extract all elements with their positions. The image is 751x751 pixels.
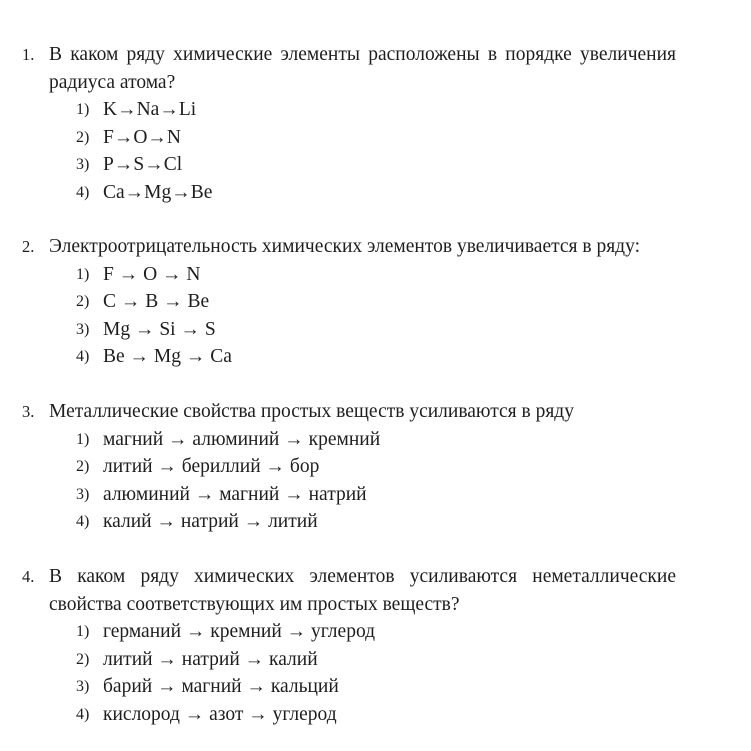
- question-4: [22, 563, 676, 728]
- question-4-prompt: [22, 563, 676, 618]
- question-3-prompt: [22, 398, 676, 426]
- answer-text: F→O→N: [103, 126, 182, 148]
- question-3: [22, 398, 676, 536]
- answer-number: 4): [76, 705, 90, 723]
- answer-option[interactable]: [22, 288, 676, 316]
- answer-number: 2): [76, 293, 90, 310]
- question-number: 3.: [22, 402, 35, 421]
- answer-number: 1): [76, 265, 90, 283]
- answer-number: 1): [76, 623, 90, 640]
- answer-option[interactable]: [22, 124, 676, 152]
- answer-list: [22, 261, 676, 371]
- answer-option[interactable]: [22, 673, 676, 701]
- answer-option[interactable]: [22, 151, 676, 179]
- answer-option[interactable]: [22, 618, 676, 646]
- question-text: Электроотрицательность химических элементов увеличивается в ряду:: [49, 236, 641, 257]
- answer-number: 3): [76, 485, 90, 503]
- answer-option[interactable]: [22, 96, 676, 124]
- answer-text: C → B → Be: [103, 291, 210, 312]
- answer-text: Mg → Si → S: [103, 318, 216, 340]
- answer-list: [22, 96, 676, 206]
- answer-text: магний → алюминий → кремний: [103, 428, 381, 450]
- answer-number: 4): [76, 348, 90, 365]
- answer-text: литий → натрий → калий: [103, 648, 318, 670]
- answer-number: 2): [76, 128, 90, 146]
- answer-text: германий → кремний → углерод: [103, 621, 376, 642]
- answer-text: F → O → N: [103, 263, 201, 285]
- answer-option[interactable]: [22, 481, 676, 509]
- answer-number: 3): [76, 320, 90, 338]
- answer-number: 1): [76, 430, 90, 448]
- answer-option[interactable]: [22, 701, 676, 729]
- answer-number: 3): [76, 156, 90, 173]
- answer-option[interactable]: [22, 179, 676, 207]
- answer-text: K→Na→Li: [103, 99, 197, 120]
- answer-number: 4): [76, 513, 90, 530]
- answer-option[interactable]: [22, 453, 676, 481]
- answer-text: Ca→Mg→Be: [103, 181, 213, 203]
- question-text: В каком ряду химических элементов усиливаются неметаллические свойства соответствующих им простых веществ?: [49, 566, 676, 615]
- answer-number: 4): [76, 183, 90, 201]
- answer-number: 2): [76, 458, 90, 475]
- question-text: Металлические свойства простых веществ усиливаются в ряду: [49, 401, 574, 422]
- answer-text: P→S→Cl: [103, 154, 183, 175]
- question-number: 4.: [22, 567, 35, 586]
- answer-option[interactable]: [22, 646, 676, 674]
- answer-option[interactable]: [22, 426, 676, 454]
- question-number: 1.: [22, 45, 35, 64]
- question-1: [22, 41, 676, 206]
- answer-list: [22, 618, 676, 728]
- question-text: В каком ряду химические элементы расположены в порядке увеличения радиуса атома?: [49, 44, 676, 93]
- answer-number: 1): [76, 101, 90, 118]
- answer-text: кислород → азот → углерод: [103, 703, 337, 725]
- answer-option[interactable]: [22, 316, 676, 344]
- answer-number: 2): [76, 650, 90, 668]
- answer-text: калий → натрий → литий: [103, 511, 318, 532]
- answer-number: 3): [76, 678, 90, 695]
- answer-text: литий → бериллий → бор: [103, 456, 320, 477]
- answer-option[interactable]: [22, 261, 676, 289]
- question-2-prompt: [22, 233, 676, 261]
- question-1-prompt: [22, 41, 676, 96]
- question-number: 2.: [22, 237, 35, 256]
- answer-option[interactable]: [22, 343, 676, 371]
- answer-list: [22, 426, 676, 536]
- answer-text: алюминий → магний → натрий: [103, 483, 367, 505]
- answer-text: барий → магний → кальций: [103, 676, 339, 697]
- answer-text: Be → Mg → Ca: [103, 346, 232, 367]
- answer-option[interactable]: [22, 508, 676, 536]
- question-2: [22, 233, 676, 371]
